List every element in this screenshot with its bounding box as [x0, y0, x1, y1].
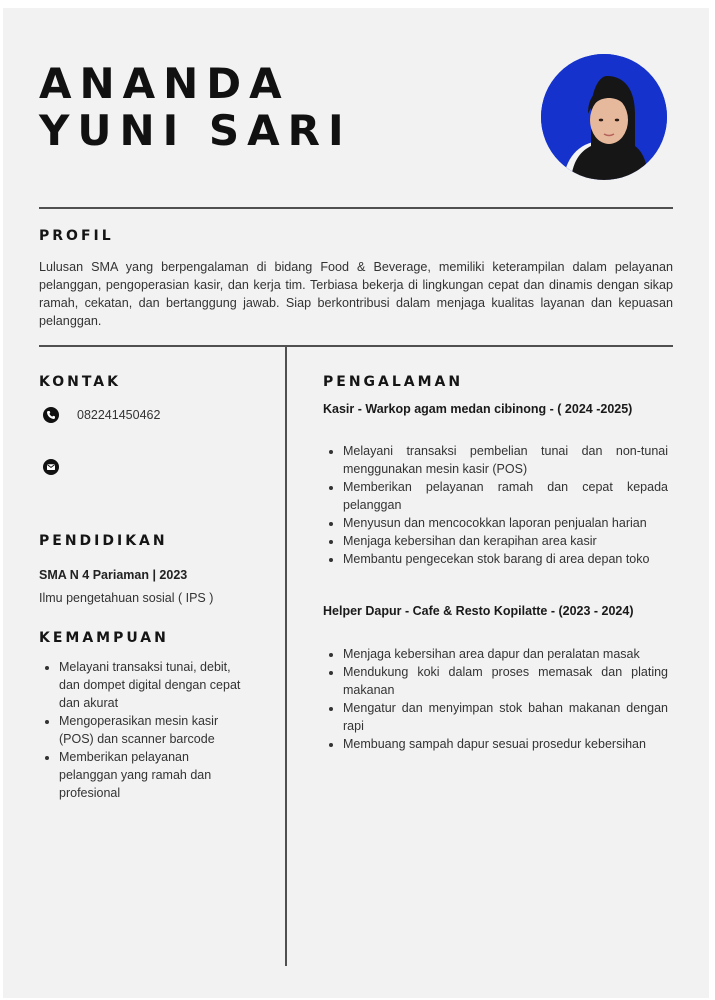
- list-item: • Memberikan pelayanan ramah dan cepat kepada pelanggan: [343, 478, 668, 514]
- list-item: • Membuang sampah dapur sesuai prosedur kebersihan: [343, 735, 668, 753]
- profile-heading: PROFIL: [39, 228, 114, 244]
- divider-middle: [39, 345, 673, 347]
- list-item: • Menjaga kebersihan area dapur dan peralatan masak: [343, 645, 668, 663]
- list-item: • Menjaga kebersihan dan kerapihan area kasir: [343, 532, 668, 550]
- resume-page: [3, 8, 709, 998]
- education-school: SMA N 4 Pariaman | 2023: [39, 568, 188, 582]
- contact-heading: KONTAK: [39, 374, 121, 390]
- list-item: • Mengoperasikan mesin kasir (POS) dan scanner barcode: [59, 712, 245, 748]
- list-item: • Memberikan pelayanan pelanggan yang ramah dan profesional: [59, 748, 245, 802]
- experience-heading: PENGALAMAN: [323, 374, 464, 390]
- name-line-1: ANANDA: [39, 59, 290, 108]
- phone-number: 082241450462: [77, 408, 161, 422]
- job-title-1: Kasir - Warkop agam medan cibinong - ( 2024 -2025): [323, 402, 633, 416]
- applicant-name: [39, 60, 352, 154]
- list-item: • Mendukung koki dalam proses memasak dan plating makanan: [343, 663, 668, 699]
- job-1-duties: [323, 442, 668, 568]
- list-item: • Membantu pengecekan stok barang di area depan toko: [343, 550, 668, 568]
- skills-list: [39, 658, 245, 802]
- name-line-2: YUNI SARI: [39, 106, 352, 155]
- list-item: • Menyusun dan mencocokkan laporan penjualan harian: [343, 514, 668, 532]
- email-icon: [43, 459, 59, 475]
- education-major: Ilmu pengetahuan sosial ( IPS ): [39, 591, 214, 605]
- list-item: • Mengatur dan menyimpan stok bahan makanan dengan rapi: [343, 699, 668, 735]
- contact-email: [43, 459, 77, 475]
- profile-summary: Lulusan SMA yang berpengalaman di bidang Food & Beverage, memiliki keterampilan dalam pelayanan pelanggan, pengoperasian kasir, dan kerja tim. Terbiasa bekerja di lingkungan cepat dan dinamis dengan sikap ramah, cekatan, dan bertanggung jawab. Siap berkontribusi dalam menjaga kualitas layanan dan kepuasan pelanggan.: [39, 260, 673, 328]
- list-item: • Melayani transaksi tunai, debit, dan dompet digital dengan cepat dan akurat: [59, 658, 245, 712]
- person-photo-icon: [541, 54, 667, 180]
- education-heading: PENDIDIKAN: [39, 533, 168, 549]
- phone-icon: [43, 407, 59, 423]
- job-2-duties: [323, 645, 668, 753]
- list-item: • Melayani transaksi pembelian tunai dan non-tunai menggunakan mesin kasir (POS): [343, 442, 668, 478]
- skills-heading: KEMAMPUAN: [39, 630, 169, 646]
- contact-phone: [43, 407, 160, 423]
- profile-photo: [541, 54, 667, 180]
- divider-top: [39, 207, 673, 209]
- job-title-2: Helper Dapur - Cafe & Resto Kopilatte - (2023 - 2024): [323, 604, 634, 618]
- column-divider: [285, 346, 287, 966]
